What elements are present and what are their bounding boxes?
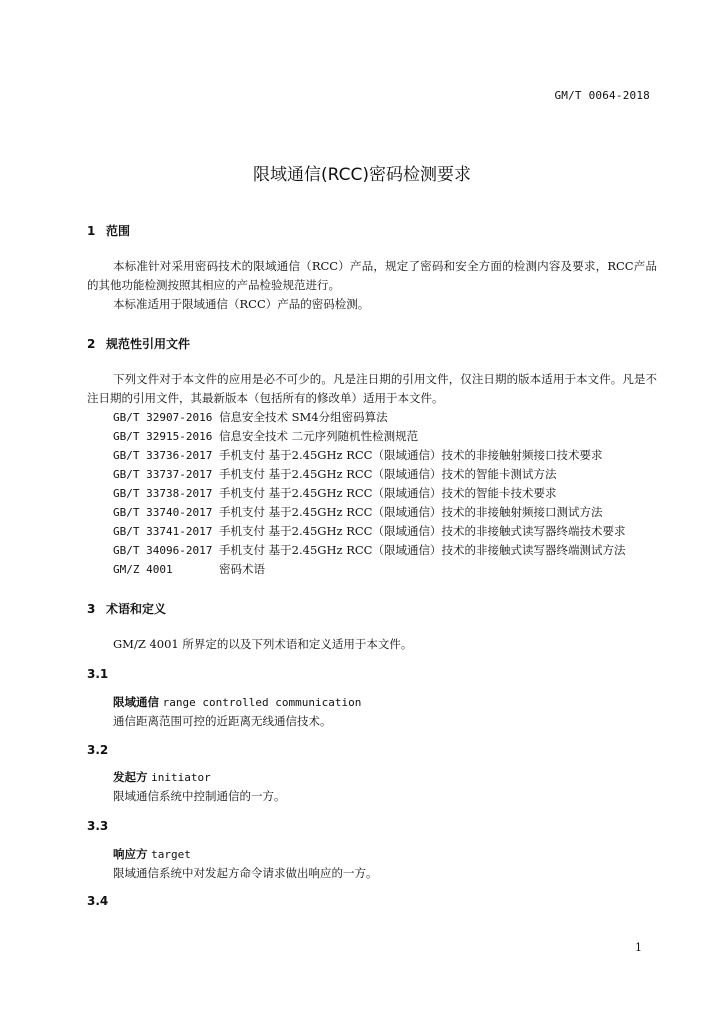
term-heading xyxy=(113,768,286,787)
reference-item xyxy=(113,484,625,503)
term-en: initiator xyxy=(151,771,211,784)
reference-item xyxy=(113,503,625,522)
reference-title: 信息安全技术 SM4分组密码算法 xyxy=(219,410,388,424)
term-en: range controlled communication xyxy=(162,696,362,709)
term-entry xyxy=(113,845,378,883)
reference-code: GB/T 33741-2017 xyxy=(113,525,213,538)
term-entry xyxy=(113,768,286,806)
reference-item xyxy=(113,522,625,541)
paragraph: 本标准针对采用密码技术的限域通信（RCC）产品，规定了密码和安全方面的检测内容及要求，RCC产品的其他功能检测按照其相应的产品检验规范进行。 xyxy=(87,259,657,292)
term-heading xyxy=(113,845,378,864)
term-number: 3.2 xyxy=(87,743,109,757)
section-2-intro xyxy=(87,370,657,408)
reference-item xyxy=(113,427,625,446)
paragraph: GM/Z 4001 所界定的以及下列术语和定义适用于本文件。 xyxy=(113,637,413,651)
reference-title: 手机支付 基于2.45GHz RCC（限域通信）技术的非接触式读写器终端测试方法 xyxy=(219,543,626,557)
term-zh: 响应方 xyxy=(113,847,148,861)
reference-item xyxy=(113,446,625,465)
reference-title: 信息安全技术 二元序列随机性检测规范 xyxy=(219,429,419,443)
reference-item xyxy=(113,541,625,560)
term-heading xyxy=(113,693,361,712)
reference-code: GB/T 33738-2017 xyxy=(113,487,213,500)
reference-title: 手机支付 基于2.45GHz RCC（限域通信）技术的非接触射频接口技术要求 xyxy=(219,448,603,462)
term-en: target xyxy=(151,848,191,861)
section-title: 范围 xyxy=(106,224,131,238)
section-number: 3 xyxy=(87,602,96,616)
reference-title: 手机支付 基于2.45GHz RCC（限域通信）技术的非接触射频接口测试方法 xyxy=(219,505,603,519)
reference-code: GB/T 33736-2017 xyxy=(113,449,213,462)
section-title: 规范性引用文件 xyxy=(106,337,191,351)
term-definition: 通信距离范围可控的近距离无线通信技术。 xyxy=(113,714,332,728)
reference-item xyxy=(113,560,625,579)
reference-item xyxy=(113,408,625,427)
section-1-body xyxy=(87,257,657,314)
section-3-heading xyxy=(87,600,166,617)
reference-title: 手机支付 基于2.45GHz RCC（限域通信）技术的智能卡测试方法 xyxy=(219,467,557,481)
section-number: 1 xyxy=(87,224,96,238)
reference-code: GB/T 33737-2017 xyxy=(113,468,213,481)
term-number: 3.3 xyxy=(87,819,109,833)
reference-code: GM/Z 4001 xyxy=(113,563,173,576)
reference-code: GB/T 33740-2017 xyxy=(113,506,213,519)
section-number: 2 xyxy=(87,337,96,351)
term-zh: 发起方 xyxy=(113,770,148,784)
document-title: 限域通信(RCC)密码检测要求 xyxy=(253,165,471,185)
page-number: 1 xyxy=(635,941,642,954)
term-definition: 限域通信系统中对发起方命令请求做出响应的一方。 xyxy=(113,866,378,880)
standard-code: GM/T 0064-2018 xyxy=(554,89,650,102)
reference-title: 密码术语 xyxy=(219,562,265,576)
term-entry xyxy=(113,693,361,731)
reference-item xyxy=(113,465,625,484)
reference-code: GB/T 32915-2016 xyxy=(113,430,213,443)
reference-code: GB/T 32907-2016 xyxy=(113,411,213,424)
reference-list xyxy=(113,408,625,579)
reference-title: 手机支付 基于2.45GHz RCC（限域通信）技术的非接触式读写器终端技术要求 xyxy=(219,524,626,538)
paragraph: 本标准适用于限域通信（RCC）产品的密码检测。 xyxy=(113,297,370,311)
section-2-heading xyxy=(87,335,190,352)
section-title: 术语和定义 xyxy=(106,602,167,616)
reference-code: GB/T 34096-2017 xyxy=(113,544,213,557)
term-definition: 限域通信系统中控制通信的一方。 xyxy=(113,789,286,803)
paragraph: 下列文件对于本文件的应用是必不可少的。凡是注日期的引用文件，仅注日期的版本适用于本文件。凡是不注日期的引用文件，其最新版本（包括所有的修改单）适用于本文件。 xyxy=(87,372,657,405)
term-number: 3.4 xyxy=(87,894,109,908)
reference-title: 手机支付 基于2.45GHz RCC（限域通信）技术的智能卡技术要求 xyxy=(219,486,557,500)
section-3-intro xyxy=(87,635,657,654)
term-number: 3.1 xyxy=(87,667,109,681)
term-zh: 限域通信 xyxy=(113,695,159,709)
section-1-heading xyxy=(87,222,130,239)
